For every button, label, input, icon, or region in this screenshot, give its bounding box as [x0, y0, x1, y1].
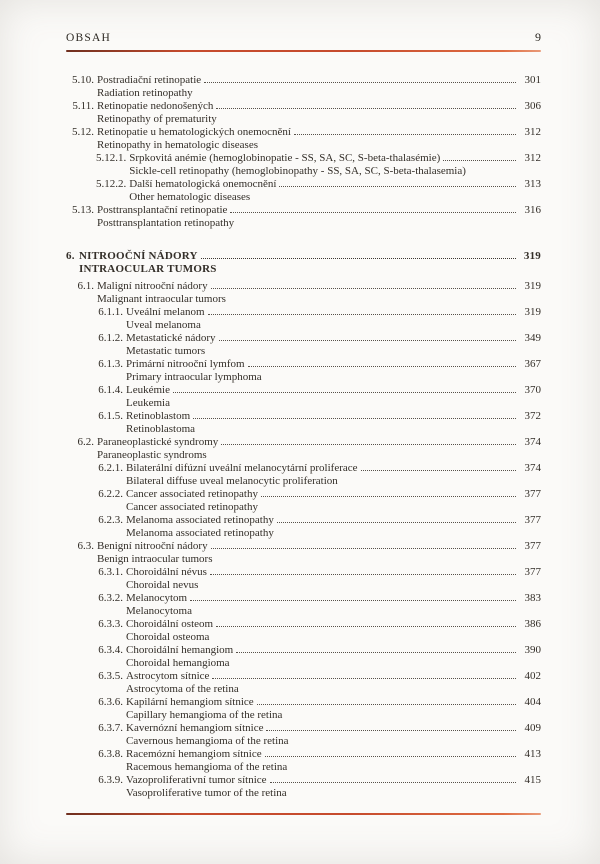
- toc-entry-title-czech: Retinopatie nedonošených: [97, 100, 214, 112]
- toc-entry: [66, 436, 541, 462]
- toc-entry: [66, 514, 541, 540]
- toc-entry: [66, 384, 541, 410]
- toc-entry-main-line: [97, 204, 541, 217]
- toc-entry-number: 6.2.: [77, 436, 94, 448]
- toc-entry-main-line: [126, 592, 541, 605]
- toc-entry-page-number: 377: [524, 514, 541, 526]
- toc-entry-title-english: Astrocytoma of the retina: [126, 683, 239, 695]
- toc-entry: [66, 178, 541, 204]
- toc-entry-body: [126, 462, 541, 488]
- toc-entry: [66, 774, 541, 800]
- toc-entry-body: [126, 384, 541, 410]
- toc-entry-title-english: Cavernous hemangioma of the retina: [126, 735, 289, 747]
- toc-entry-main-line: [97, 100, 541, 113]
- toc-entry-title-english: Malignant intraocular tumors: [97, 293, 226, 305]
- dot-leader: [236, 652, 516, 653]
- page-header-title: OBSAH: [66, 32, 111, 44]
- toc-entry-number: 6.3.7.: [98, 722, 123, 734]
- toc-entry-main-line: [126, 774, 541, 787]
- toc-entry-main-line: [126, 488, 541, 501]
- toc-entry-title-english: Vasoproliferative tumor of the retina: [126, 787, 287, 799]
- toc-entry-page-number: 404: [524, 696, 541, 708]
- dot-leader: [173, 392, 516, 393]
- toc-entry-title-english: Primary intraocular lymphoma: [126, 371, 262, 383]
- toc-entry-page-number: 377: [524, 540, 541, 552]
- toc-entry-number: 6.3.5.: [98, 670, 123, 682]
- toc-entry-page-number: 312: [524, 126, 541, 138]
- dot-leader: [257, 704, 516, 705]
- toc-entry-number: 6.1.2.: [98, 332, 123, 344]
- toc-entry-title-czech: Kapilární hemangiom sítnice: [126, 696, 254, 708]
- toc-entry-body: [126, 514, 541, 540]
- toc-entry-page-number: 409: [524, 722, 541, 734]
- toc-entry-page-number: 306: [524, 100, 541, 112]
- toc-entry-page-number: 402: [524, 670, 541, 682]
- toc-entry-title-english: Capillary hemangioma of the retina: [126, 709, 283, 721]
- toc-entry: [66, 696, 541, 722]
- toc-entry-page-number: 316: [524, 204, 541, 216]
- toc-entry-body: [126, 592, 541, 618]
- toc-entry-body: [79, 250, 541, 276]
- toc-entry-title-english: Choroidal nevus: [126, 579, 199, 591]
- toc-entry-body: [97, 100, 541, 126]
- toc-entry-main-line: [129, 152, 541, 165]
- toc-entry-title-czech: Benigní nitrooční nádory: [97, 540, 208, 552]
- toc-entry-title-czech: Melanoma associated retinopathy: [126, 514, 274, 526]
- toc-entry: [66, 204, 541, 230]
- toc-entry-body: [126, 748, 541, 774]
- toc-entry-title-english: INTRAOCULAR TUMORS: [79, 263, 217, 275]
- toc-entry-page-number: 374: [524, 436, 541, 448]
- toc-entry-body: [126, 566, 541, 592]
- dot-leader: [211, 288, 516, 289]
- toc-entry-title-czech: Paraneoplastické syndromy: [97, 436, 219, 448]
- toc-entry-title-czech: Kavernózní hemangiom sítnice: [126, 722, 264, 734]
- toc-entry: [66, 306, 541, 332]
- toc-entry: [66, 618, 541, 644]
- toc-entry-main-line: [126, 332, 541, 345]
- toc-entry-title-english: Benign intraocular tumors: [97, 553, 213, 565]
- dot-leader: [212, 678, 516, 679]
- toc-entry-body: [126, 410, 541, 436]
- toc-entry-title-english: Melanoma associated retinopathy: [126, 527, 274, 539]
- toc-entry-main-line: [126, 722, 541, 735]
- toc-entry-body: [97, 74, 541, 100]
- toc-entry: [66, 592, 541, 618]
- toc-entry-number: 6.3.9.: [98, 774, 123, 786]
- dot-leader: [270, 782, 516, 783]
- dot-leader: [261, 496, 516, 497]
- toc-entry-page-number: 301: [524, 74, 541, 86]
- toc-entry: [66, 670, 541, 696]
- toc-entry-title-czech: Cancer associated retinopathy: [126, 488, 258, 500]
- toc-entry-page-number: 312: [524, 152, 541, 164]
- dot-leader: [266, 730, 516, 731]
- toc-entry-title-czech: Srpkovitá anémie (hemoglobinopatie - SS, SA, SC, S-beta-thalasémie): [129, 152, 441, 164]
- toc-entry-title-czech: Bilaterální difúzní uveální melanocytární proliferace: [126, 462, 358, 474]
- toc-entry: [66, 748, 541, 774]
- toc-entry: [66, 152, 541, 178]
- toc-entry-number: 5.10.: [72, 74, 94, 86]
- toc-entry-page-number: 377: [524, 488, 541, 500]
- toc-entry-title-czech: Leukémie: [126, 384, 170, 396]
- toc-entry-body: [97, 126, 541, 152]
- toc-entry: [66, 462, 541, 488]
- toc-entry: [66, 722, 541, 748]
- toc-entry-title-english: Metastatic tumors: [126, 345, 206, 357]
- toc-entry-page-number: 377: [524, 566, 541, 578]
- toc-entry-number: 6.3.4.: [98, 644, 123, 656]
- toc-entry-title-czech: Retinopatie u hematologických onemocnění: [97, 126, 291, 138]
- page-header: [66, 30, 541, 45]
- toc-entry-title-english: Choroidal osteoma: [126, 631, 210, 643]
- toc-entry-title-english: Leukemia: [126, 397, 170, 409]
- toc-entry: [66, 644, 541, 670]
- toc-entry-page-number: 390: [524, 644, 541, 656]
- toc-entry-page-number: 413: [524, 748, 541, 760]
- toc-entry-main-line: [97, 126, 541, 139]
- toc-entry-body: [97, 280, 541, 306]
- toc-entry-page-number: 383: [524, 592, 541, 604]
- toc-entry-page-number: 319: [523, 250, 541, 262]
- dot-leader: [277, 522, 516, 523]
- dot-leader: [219, 340, 517, 341]
- toc-entry-page-number: 415: [524, 774, 541, 786]
- dot-leader: [190, 600, 516, 601]
- toc-entry-page-number: 349: [524, 332, 541, 344]
- toc-entry-number: 6.1.: [77, 280, 94, 292]
- toc-entry-title-english: Other hematologic diseases: [129, 191, 251, 203]
- toc-entry-body: [126, 670, 541, 696]
- toc-entry-title-czech: Vazoproliferativní tumor sítnice: [126, 774, 267, 786]
- toc-entry-main-line: [79, 250, 541, 263]
- toc-entry-main-line: [97, 436, 541, 449]
- toc-entry-title-czech: Primární nitrooční lymfom: [126, 358, 245, 370]
- toc-entry-body: [126, 774, 541, 800]
- toc-entry: [66, 488, 541, 514]
- toc-entry-title-czech: Retinoblastom: [126, 410, 191, 422]
- toc-entry: [66, 74, 541, 100]
- toc-entry-title-czech: Maligní nitrooční nádory: [97, 280, 208, 292]
- toc-entry-number: 5.12.: [72, 126, 94, 138]
- toc-entry-body: [126, 618, 541, 644]
- dot-leader: [248, 366, 516, 367]
- dot-leader: [294, 134, 516, 135]
- dot-leader: [201, 258, 516, 259]
- toc-entry-page-number: 386: [524, 618, 541, 630]
- toc-entry-title-english: Cancer associated retinopathy: [126, 501, 258, 513]
- toc-entry-number: 6.3.: [77, 540, 94, 552]
- footer-rule: [66, 813, 541, 815]
- toc-entry: [66, 566, 541, 592]
- toc-entry-main-line: [97, 280, 541, 293]
- table-of-contents: [66, 74, 541, 800]
- toc-entry-body: [97, 204, 541, 230]
- toc-entry-body: [97, 540, 541, 566]
- toc-entry-number: 6.2.3.: [98, 514, 123, 526]
- toc-entry-page-number: 313: [524, 178, 541, 190]
- toc-entry-body: [97, 436, 541, 462]
- toc-entry-number: 5.12.1.: [96, 152, 127, 164]
- toc-entry-body: [126, 722, 541, 748]
- dot-leader: [216, 108, 516, 109]
- toc-entry-body: [126, 332, 541, 358]
- toc-entry-title-czech: Postradiační retinopatie: [97, 74, 202, 86]
- toc-entry-title-english: Retinopathy of prematurity: [97, 113, 217, 125]
- dot-leader: [265, 756, 516, 757]
- toc-entry-page-number: 319: [524, 306, 541, 318]
- toc-entry-body: [129, 178, 541, 204]
- toc-entry-main-line: [126, 462, 541, 475]
- toc-entry: [66, 358, 541, 384]
- toc-entry-title-czech: Melanocytom: [126, 592, 188, 604]
- toc-entry-page-number: 370: [524, 384, 541, 396]
- dot-leader: [208, 314, 516, 315]
- toc-entry-number: 6.3.8.: [98, 748, 123, 760]
- toc-entry-title-czech: Další hematologická onemocnění: [129, 178, 277, 190]
- toc-entry-main-line: [126, 670, 541, 683]
- toc-entry-title-czech: NITROOČNÍ NÁDORY: [79, 250, 198, 262]
- toc-entry-title-czech: Posttransplantační retinopatie: [97, 204, 228, 216]
- toc-entry-main-line: [126, 644, 541, 657]
- toc-entry: [66, 250, 541, 276]
- header-rule: [66, 50, 541, 52]
- toc-entry-title-english: Posttransplantation retinopathy: [97, 217, 235, 229]
- toc-entry-number: 6.: [66, 250, 75, 262]
- toc-entry: [66, 540, 541, 566]
- toc-entry-title-english: Paraneoplastic syndroms: [97, 449, 207, 461]
- toc-entry: [66, 332, 541, 358]
- dot-leader: [216, 626, 516, 627]
- toc-entry-page-number: 372: [524, 410, 541, 422]
- toc-entry-number: 6.1.5.: [98, 410, 123, 422]
- toc-entry-number: 5.12.2.: [96, 178, 127, 190]
- toc-entry-body: [126, 306, 541, 332]
- dot-leader: [443, 160, 516, 161]
- dot-leader: [211, 548, 516, 549]
- toc-entry-main-line: [97, 540, 541, 553]
- toc-entry-number: 6.1.1.: [98, 306, 123, 318]
- toc-entry-title-english: Choroidal hemangioma: [126, 657, 230, 669]
- toc-entry-main-line: [126, 410, 541, 423]
- dot-leader: [210, 574, 516, 575]
- toc-entry-title-english: Retinoblastoma: [126, 423, 196, 435]
- toc-entry-page-number: 367: [524, 358, 541, 370]
- toc-entry-title-english: Retinopathy in hematologic diseases: [97, 139, 258, 151]
- toc-entry-title-english: Sickle-cell retinopathy (hemoglobinopathy - SS, SA, SC, S-beta-thalasemia): [129, 165, 466, 177]
- toc-entry-number: 6.1.4.: [98, 384, 123, 396]
- toc-entry: [66, 126, 541, 152]
- toc-entry-title-czech: Racemózní hemangiom sítnice: [126, 748, 262, 760]
- toc-entry-main-line: [126, 514, 541, 527]
- dot-leader: [279, 186, 516, 187]
- toc-entry-number: 6.3.1.: [98, 566, 123, 578]
- toc-entry-number: 5.13.: [72, 204, 94, 216]
- toc-entry-title-english: Racemous hemangioma of the retina: [126, 761, 288, 773]
- toc-entry-main-line: [126, 358, 541, 371]
- toc-entry-main-line: [126, 748, 541, 761]
- toc-entry-number: 6.2.1.: [98, 462, 123, 474]
- toc-entry-main-line: [126, 384, 541, 397]
- toc-entry-title-czech: Uveální melanom: [126, 306, 205, 318]
- toc-entry-number: 6.3.2.: [98, 592, 123, 604]
- dot-leader: [221, 444, 516, 445]
- toc-entry-number: 5.11.: [72, 100, 94, 112]
- toc-entry-title-english: Uveal melanoma: [126, 319, 201, 331]
- toc-entry-page-number: 374: [524, 462, 541, 474]
- toc-entry-title-czech: Astrocytom sítnice: [126, 670, 210, 682]
- toc-entry-number: 6.3.6.: [98, 696, 123, 708]
- toc-entry: [66, 410, 541, 436]
- page-header-number: 9: [535, 30, 541, 44]
- toc-entry-title-czech: Choroidální hemangiom: [126, 644, 234, 656]
- toc-entry-title-czech: Choroidální névus: [126, 566, 207, 578]
- toc-entry-number: 6.2.2.: [98, 488, 123, 500]
- toc-entry-number: 6.3.3.: [98, 618, 123, 630]
- toc-entry-main-line: [126, 306, 541, 319]
- dot-leader: [193, 418, 516, 419]
- toc-entry-main-line: [126, 696, 541, 709]
- toc-entry-body: [126, 644, 541, 670]
- toc-entry-main-line: [126, 618, 541, 631]
- toc-entry: [66, 280, 541, 306]
- dot-leader: [204, 82, 516, 83]
- toc-entry-number: 6.1.3.: [98, 358, 123, 370]
- toc-entry-body: [126, 696, 541, 722]
- toc-entry-title-czech: Metastatické nádory: [126, 332, 216, 344]
- toc-entry: [66, 100, 541, 126]
- toc-entry-main-line: [97, 74, 541, 87]
- toc-entry-body: [126, 488, 541, 514]
- toc-entry-title-english: Radiation retinopathy: [97, 87, 193, 99]
- toc-entry-title-english: Melanocytoma: [126, 605, 192, 617]
- toc-entry-body: [129, 152, 541, 178]
- toc-entry-title-czech: Choroidální osteom: [126, 618, 214, 630]
- toc-entry-main-line: [126, 566, 541, 579]
- toc-entry-body: [126, 358, 541, 384]
- dot-leader: [361, 470, 516, 471]
- toc-entry-title-english: Bilateral diffuse uveal melanocytic proliferation: [126, 475, 338, 487]
- toc-entry-main-line: [129, 178, 541, 191]
- dot-leader: [230, 212, 516, 213]
- toc-entry-page-number: 319: [524, 280, 541, 292]
